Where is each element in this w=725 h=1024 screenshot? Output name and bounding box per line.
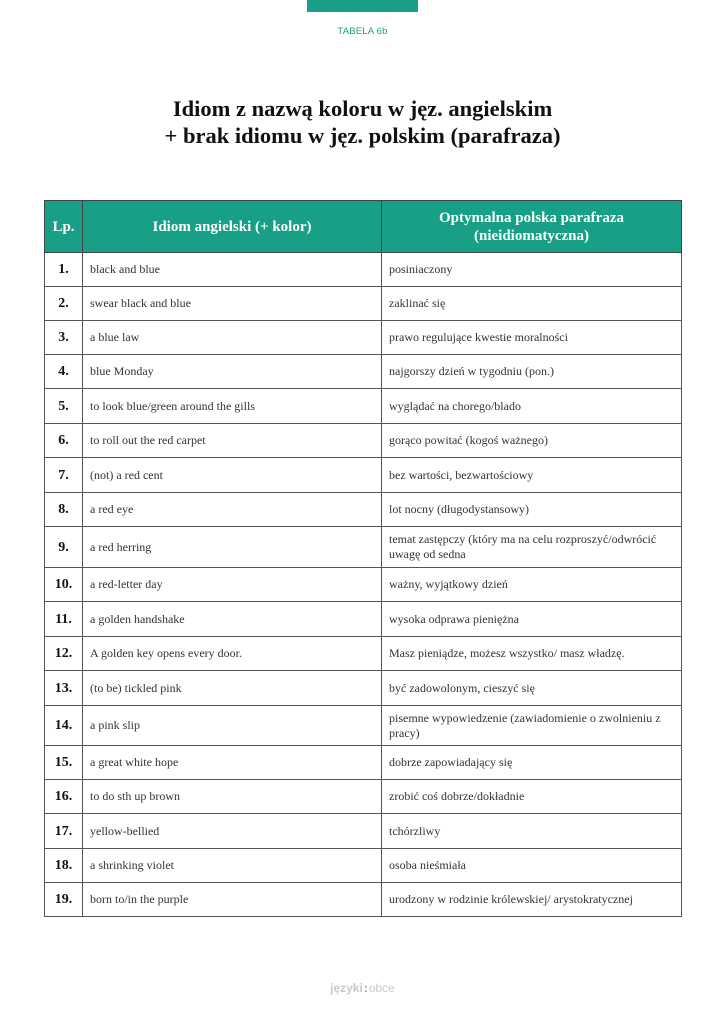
row-number: 4. — [45, 355, 83, 389]
idiom-cell: a red-letter day — [83, 568, 382, 602]
row-number: 2. — [45, 287, 83, 321]
table-row — [45, 253, 682, 287]
row-number: 15. — [45, 746, 83, 780]
paraphrase-cell: pisemne wypowiedzenie (zawiadomienie o zwolnieniu z pracy) — [382, 706, 682, 746]
paraphrase-cell: bez wartości, bezwartościowy — [382, 458, 682, 493]
table-row — [45, 493, 682, 527]
row-number: 17. — [45, 814, 83, 849]
idiom-table — [44, 200, 682, 917]
paraphrase-cell: zaklinać się — [382, 287, 682, 321]
table-row — [45, 883, 682, 917]
page-title — [0, 95, 725, 149]
idiom-cell: a blue law — [83, 321, 382, 355]
paraphrase-cell: osoba nieśmiała — [382, 849, 682, 883]
paraphrase-cell: lot nocny (długodystansowy) — [382, 493, 682, 527]
title-line-1: Idiom z nazwą koloru w jęz. angielskim — [172, 96, 553, 121]
table-row — [45, 746, 682, 780]
table-row — [45, 814, 682, 849]
paraphrase-cell: być zadowolonym, cieszyć się — [382, 671, 682, 706]
idiom-cell: to look blue/green around the gills — [83, 389, 382, 424]
table-row — [45, 637, 682, 671]
paraphrase-cell: najgorszy dzień w tygodniu (pon.) — [382, 355, 682, 389]
column-header-number: Lp. — [45, 201, 83, 253]
paraphrase-cell: gorąco powitać (kogoś ważnego) — [382, 424, 682, 458]
table-row — [45, 527, 682, 568]
row-number: 5. — [45, 389, 83, 424]
idiom-cell: to do sth up brown — [83, 780, 382, 814]
idiom-cell: a pink slip — [83, 706, 382, 746]
table-row — [45, 424, 682, 458]
paraphrase-cell: prawo regulujące kwestie moralności — [382, 321, 682, 355]
idiom-cell: (not) a red cent — [83, 458, 382, 493]
table-label: TABELA 6b — [337, 26, 388, 37]
idiom-cell: blue Monday — [83, 355, 382, 389]
paraphrase-cell: temat zastępczy (który ma na celu rozproszyć/odwrócić uwagę od sedna — [382, 527, 682, 568]
row-number: 10. — [45, 568, 83, 602]
paraphrase-cell: zrobić coś dobrze/dokładnie — [382, 780, 682, 814]
idiom-cell: black and blue — [83, 253, 382, 287]
table-row — [45, 389, 682, 424]
idiom-cell: A golden key opens every door. — [83, 637, 382, 671]
table-row — [45, 849, 682, 883]
paraphrase-cell: ważny, wyjątkowy dzień — [382, 568, 682, 602]
header-accent-bar — [307, 0, 418, 12]
idiom-cell: to roll out the red carpet — [83, 424, 382, 458]
row-number: 14. — [45, 706, 83, 746]
table-header-row — [45, 201, 682, 253]
table-row — [45, 321, 682, 355]
footer-logo — [0, 981, 725, 995]
row-number: 8. — [45, 493, 83, 527]
row-number: 3. — [45, 321, 83, 355]
table-row — [45, 355, 682, 389]
row-number: 11. — [45, 602, 83, 637]
table-row — [45, 706, 682, 746]
paraphrase-cell: tchórzliwy — [382, 814, 682, 849]
idiom-cell: a great white hope — [83, 746, 382, 780]
row-number: 7. — [45, 458, 83, 493]
idiom-cell: a shrinking violet — [83, 849, 382, 883]
idiom-cell: swear black and blue — [83, 287, 382, 321]
footer-brand-a: języki — [330, 981, 363, 995]
idiom-cell: born to/in the purple — [83, 883, 382, 917]
idiom-cell: a golden handshake — [83, 602, 382, 637]
column-header-english-idiom: Idiom angielski (+ kolor) — [83, 201, 382, 253]
table-row — [45, 458, 682, 493]
paraphrase-cell: wysoka odprawa pieniężna — [382, 602, 682, 637]
row-number: 13. — [45, 671, 83, 706]
row-number: 1. — [45, 253, 83, 287]
row-number: 6. — [45, 424, 83, 458]
idiom-cell: yellow-bellied — [83, 814, 382, 849]
table-row — [45, 780, 682, 814]
row-number: 12. — [45, 637, 83, 671]
row-number: 16. — [45, 780, 83, 814]
footer-brand-b: obce — [368, 981, 395, 995]
row-number: 19. — [45, 883, 83, 917]
table-row — [45, 287, 682, 321]
paraphrase-cell: wyglądać na chorego/blado — [382, 389, 682, 424]
paraphrase-cell: dobrze zapowiadający się — [382, 746, 682, 780]
idiom-cell: a red herring — [83, 527, 382, 568]
footer-brand-sep: : — [363, 981, 368, 995]
table-row — [45, 568, 682, 602]
table-row — [45, 602, 682, 637]
title-line-2: + brak idiomu w jęz. polskim (parafraza) — [164, 123, 561, 148]
paraphrase-cell: posiniaczony — [382, 253, 682, 287]
idiom-cell: a red eye — [83, 493, 382, 527]
table-row — [45, 671, 682, 706]
paraphrase-cell: urodzony w rodzinie królewskiej/ arystokratycznej — [382, 883, 682, 917]
paraphrase-cell: Masz pieniądze, możesz wszystko/ masz władzę. — [382, 637, 682, 671]
row-number: 9. — [45, 527, 83, 568]
column-header-polish-paraphrase: Optymalna polska parafraza (nieidiomatyczna) — [382, 201, 682, 253]
row-number: 18. — [45, 849, 83, 883]
idiom-cell: (to be) tickled pink — [83, 671, 382, 706]
